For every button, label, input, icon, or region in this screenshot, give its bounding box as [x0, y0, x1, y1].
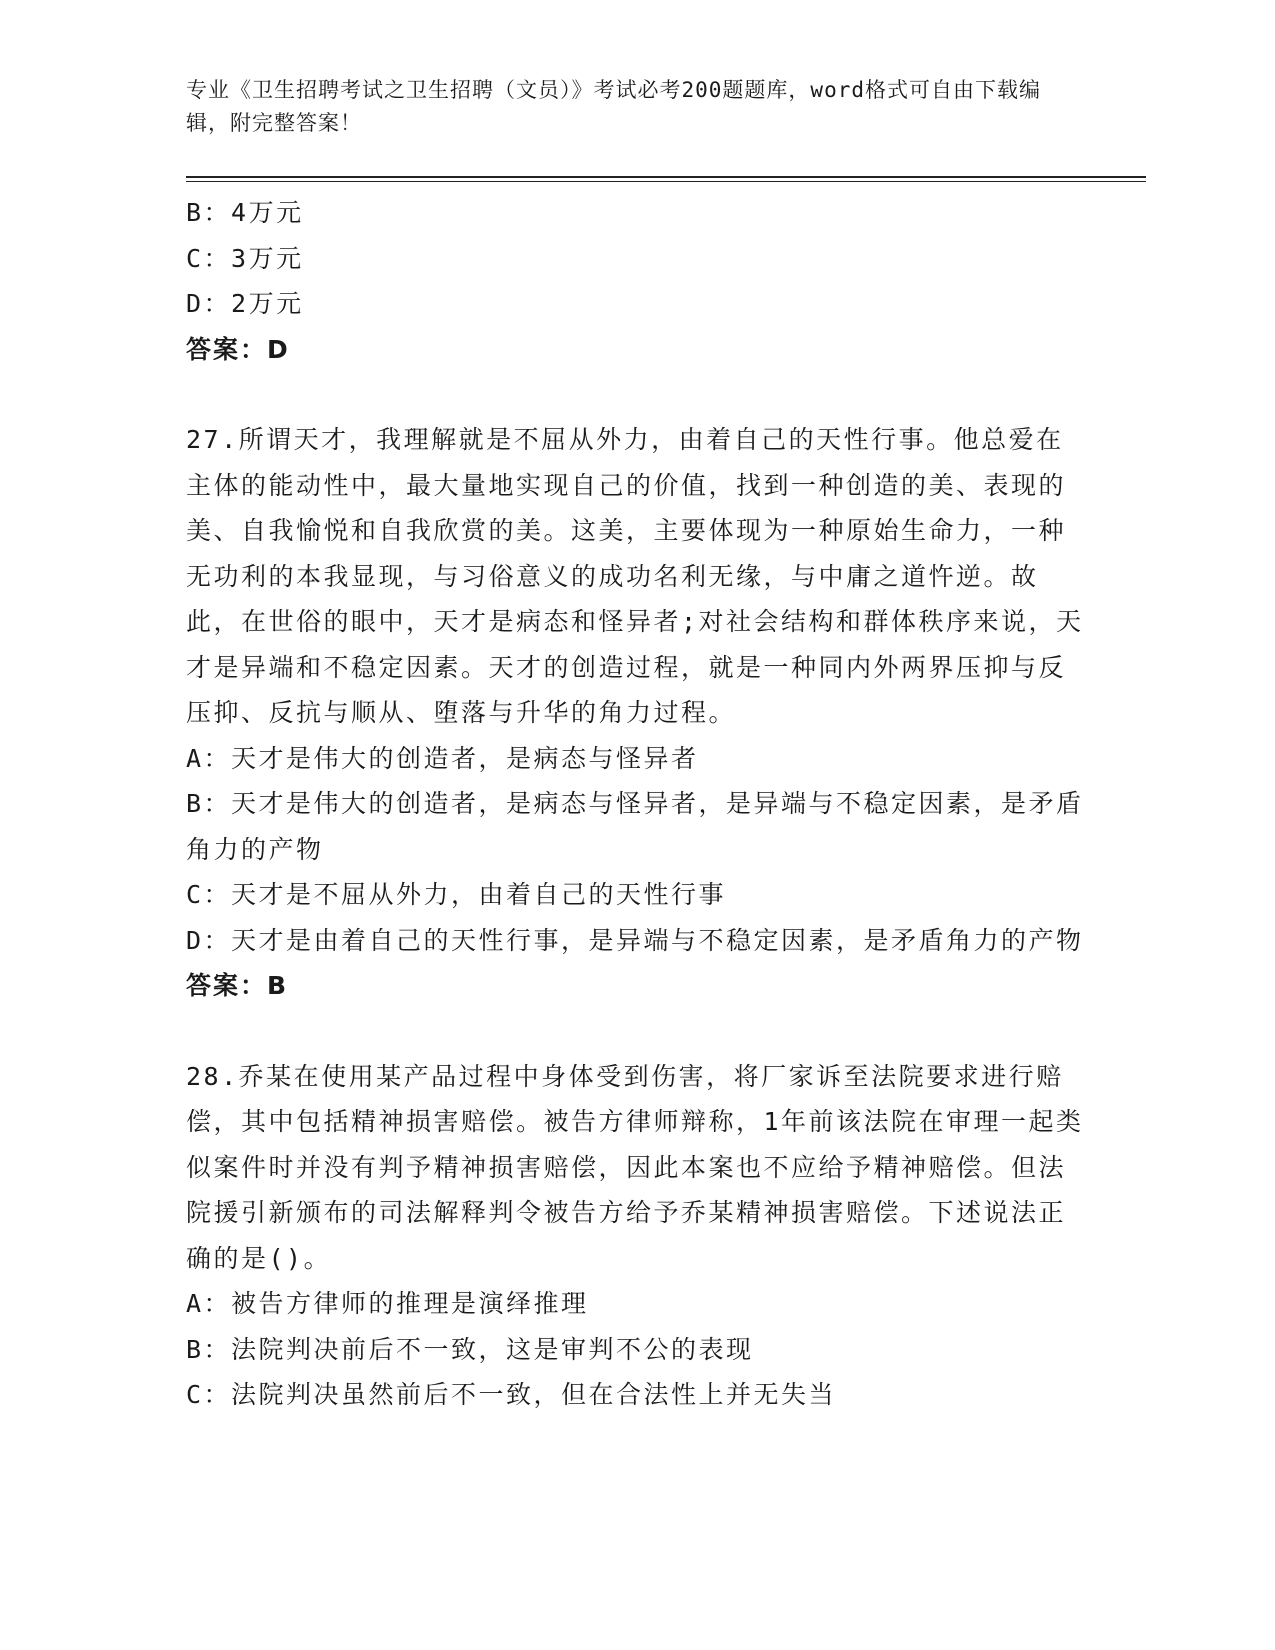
q26-answer: 答案：D — [186, 334, 290, 364]
q27-answer: 答案：B — [186, 971, 289, 1000]
q26-option-d: D：2万元 — [186, 289, 304, 318]
q28-option-b: B：法院判决前后不一致，这是审判不公的表现 — [186, 1334, 754, 1364]
spacer — [186, 372, 1086, 417]
header-divider-thin — [186, 181, 1146, 182]
q27-option-a: A：天才是伟大的创造者，是病态与怪异者 — [186, 743, 699, 773]
header-title: 专业《卫生招聘考试之卫生招聘（文员）》考试必考200题题库，word格式可自由下载编辑，附完整答案！ — [186, 78, 1041, 135]
question-content — [186, 190, 1086, 1418]
q27-option-b: B：天才是伟大的创造者，是病态与怪异者，是异端与不稳定因素，是矛盾角力的产物 — [186, 789, 1084, 864]
q26-option-c: C：3万元 — [186, 243, 304, 273]
q27-option-c: C：天才是不屈从外力，由着自己的天性行事 — [186, 880, 727, 909]
q28-option-a: A：被告方律师的推理是演绎推理 — [186, 1289, 589, 1318]
q28-option-c: C：法院判决虽然前后不一致，但在合法性上并无失当 — [186, 1380, 837, 1409]
spacer — [186, 1009, 1086, 1054]
q26-option-b: B：4万元 — [186, 198, 304, 227]
header-divider — [186, 176, 1146, 178]
q28-stem: 28.乔某在使用某产品过程中身体受到伤害，将厂家诉至法院要求进行赔偿，其中包括精神损害赔偿。被告方律师辩称，1年前该法院在审理一起类似案件时并没有判予精神损害赔偿，因此本案也不应给予精神赔偿。但法院援引新颁布的司法解释判令被告方给予乔某精神损害赔偿。下述说法正确的是()。 — [186, 1061, 1084, 1273]
q27-option-d: D：天才是由着自己的天性行事，是异端与不稳定因素，是矛盾角力的产物 — [186, 925, 1084, 955]
q27-stem: 27.所谓天才，我理解就是不屈从外力，由着自己的天性行事。他总爱在主体的能动性中，最大量地实现自己的价值，找到一种创造的美、表现的美、自我愉悦和自我欣赏的美。这美，主要体现为一种原始生命力，一种无功利的本我显现，与习俗意义的成功名利无缘，与中庸之道忤逆。故此，在世俗的眼中，天才是病态和怪异者;对社会结构和群体秩序来说，天才是异端和不稳定因素。天才的创造过程，就是一种同内外两界压抑与反压抑、反抗与顺从、堕落与升华的角力过程。 — [186, 425, 1084, 727]
document-header — [186, 74, 1066, 140]
